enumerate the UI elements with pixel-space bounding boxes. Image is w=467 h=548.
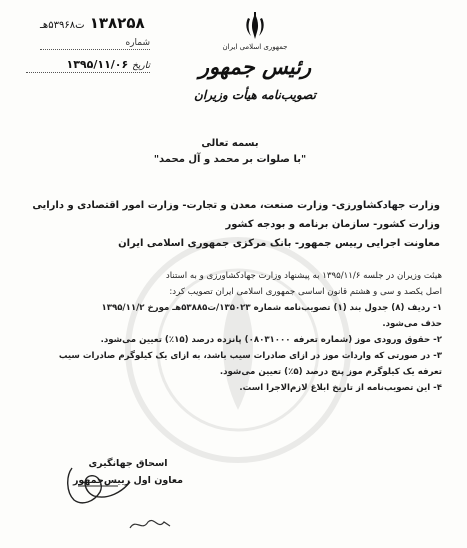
body-line: ۴- این تصویب‌نامه از تاریخ ابلاغ لازم‌الاجرا است. xyxy=(239,383,442,393)
body-line: تعرفه یک کیلوگرم موز پنج درصد (۵٪) تعیین می‌شود. xyxy=(219,367,442,377)
reference-suffix: ت۵۳۹۶۸هـ xyxy=(40,20,85,31)
body-line: حذف می‌شود. xyxy=(382,319,442,329)
signatory-title: معاون اول رییس‌جمهور xyxy=(72,475,184,486)
republic-label: جمهوری اسلامی ایران xyxy=(222,43,288,51)
body-line: ۱- ردیف (۸) جدول بند (۱) تصویب‌نامه شماره ۱۳۵۰۲۳/ت۵۳۸۸۵هـ مورخ ۱۳۹۵/۱۱/۲ xyxy=(101,303,442,313)
reference-number: ۱۳۸۲۵۸ ت۵۳۹۶۸هـ xyxy=(40,14,145,32)
body-line: اصل یکصد و سی و هشتم قانون اساسی جمهوری اسلامی ایران تصویب کرد: xyxy=(169,287,442,297)
iran-emblem-icon xyxy=(242,12,268,42)
number-label: شماره xyxy=(40,38,150,50)
signatory-block xyxy=(58,458,198,486)
recipient-line: وزارت جهادکشاورزی- وزارت صنعت، معدن و تجارت- وزارت امور اقتصادی و دارایی xyxy=(32,200,440,211)
recipient-line: وزارت کشور- سازمان برنامه و بودجه کشور xyxy=(225,219,440,230)
date-value: ۱۳۹۵/۱۱/۰۶ xyxy=(66,58,129,71)
salawat-line: "با صلوات بر محمد و آل محمد" xyxy=(153,154,307,165)
body-line: ۳- در صورتی که واردات موز در ازای صادرات سیب باشد، به ازای یک کیلوگرم صادرات سیب xyxy=(58,351,442,361)
date-label: تاریخ xyxy=(132,61,150,71)
signatory-name: اسحاق جهانگیری xyxy=(88,458,168,469)
resolution-title: تصویب‌نامه هیأت وزیران xyxy=(194,88,316,102)
bismillah: بسمه تعالی xyxy=(201,138,259,149)
date-row xyxy=(26,58,150,73)
recipients-list xyxy=(26,196,440,253)
initial-scribble xyxy=(128,514,172,534)
body-line: هیئت وزیران در جلسه ۱۳۹۵/۱۱/۶ به پیشنهاد وزارت جهادکشاورزی و به استناد xyxy=(165,271,442,281)
body-line: ۲- حقوق ورودی موز (شماره تعرفه ۰۸۰۳۱۰۰۰) پانزده درصد (۱۵٪) تعیین می‌شود. xyxy=(100,335,442,345)
resolution-body xyxy=(22,268,442,396)
recipient-line: معاونت اجرایی رییس جمهور- بانک مرکزی جمهوری اسلامی ایران xyxy=(118,238,440,249)
president-title: رئیس جمهور xyxy=(198,54,312,79)
